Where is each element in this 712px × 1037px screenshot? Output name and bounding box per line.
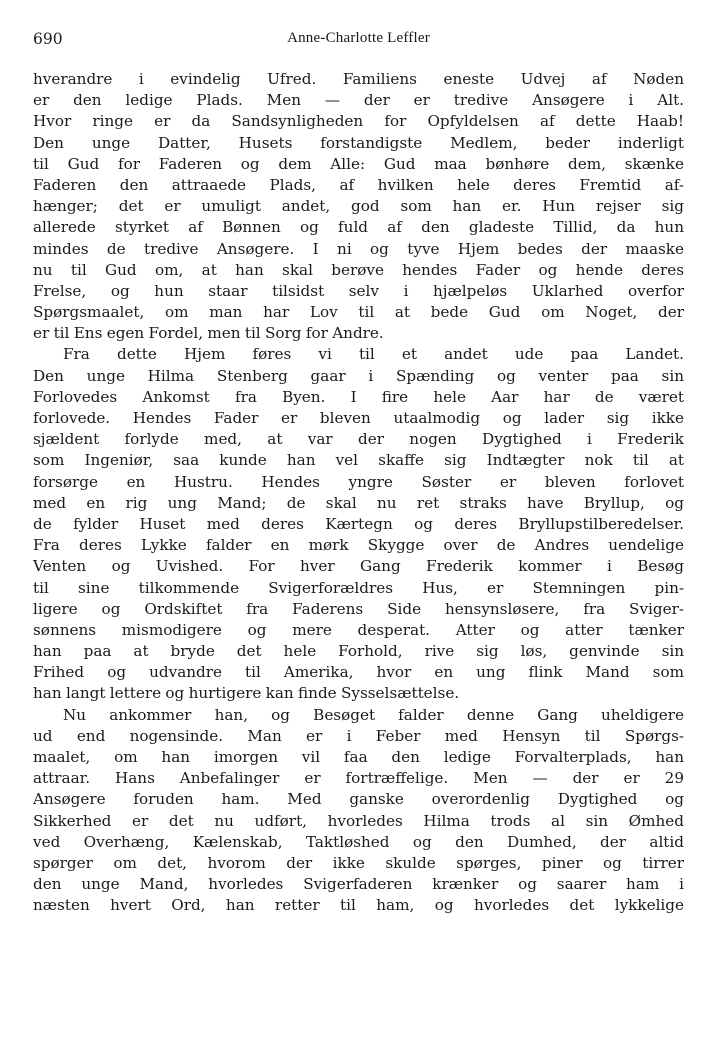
text-line: mindes de tredive Ansøgere. I ni og tyve Hjem bedes der maaske — [33, 239, 684, 258]
text-line: forlovede. Hendes Fader er bleven utaalmodig og lader sig ikke — [33, 409, 684, 427]
text-line: er til Ens egen Fordel, men til Sorg for Andre. — [33, 324, 384, 343]
body-text — [33, 69, 684, 917]
page-header — [33, 30, 684, 54]
text-line: ved Overhæng, Kælenskab, Taktløshed og den Dumhed, der altid — [33, 832, 684, 851]
text-line: til sine tilkommende Svigerforældres Hus, er Stemningen pin- — [33, 578, 684, 597]
text-line: sjældent forlyde med, at var der nogen Dygtighed i Frederik — [33, 430, 684, 449]
text-line: Spørgsmaalet, om man har Lov til at bede Gud om Noget, der — [33, 303, 684, 322]
text-line: ligere og Ordskiftet fra Faderens Side hensynsløsere, fra Sviger- — [33, 599, 684, 618]
text-line: Hvor ringe er da Sandsynligheden for Opfyldelsen af dette Haab! — [33, 112, 684, 131]
text-line: den unge Mand, hvorledes Svigerfaderen krænker og saarer ham i — [33, 875, 684, 894]
text-line: med en rig ung Mand; de skal nu ret straks have Bryllup, og — [33, 493, 684, 512]
text-line: nu til Gud om, at han skal berøve hendes Fader og hende deres — [33, 260, 684, 279]
text-line: hænger; det er umuligt andet, god som han er. Hun rejser sig — [33, 197, 684, 216]
text-line: Den unge Datter, Husets forstandigste Medlem, beder inderligt — [33, 133, 684, 152]
page-number: 690 — [33, 30, 63, 48]
text-line: de fylder Huset med deres Kærtegn og deres Bryllupstilberedelser. — [33, 514, 684, 533]
text-line: maalet, om han imorgen vil faa den ledige Forvalterplads, han — [33, 748, 684, 766]
text-line: er den ledige Plads. Men — der er tredive Ansøgere i Alt. — [33, 91, 684, 110]
text-line: som Ingeniør, saa kunde han vel skaffe sig Indtægter nok til at — [33, 451, 684, 470]
text-line: han paa at bryde det hele Forhold, rive sig løs, genvinde sin — [33, 642, 684, 661]
text-line: Fra dette Hjem føres vi til et andet ude paa Landet. — [63, 345, 684, 364]
text-line: Faderen den attraaede Plads, af hvilken hele deres Fremtid af- — [33, 175, 684, 194]
text-line: allerede styrket af Bønnen og fuld af den gladeste Tillid, da hun — [33, 218, 684, 237]
text-line: hverandre i evindelig Ufred. Familiens eneste Udvej af Nøden — [33, 70, 684, 88]
text-line: Nu ankommer han, og Besøget falder denne Gang uheldigere — [63, 705, 684, 724]
text-line: Sikkerhed er det nu udført, hvorledes Hilma trods al sin Ømhed — [33, 811, 684, 830]
text-line: Venten og Uvished. For hver Gang Frederik kommer i Besøg — [33, 557, 684, 576]
text-line: Frelse, og hun staar tilsidst selv i hjælpeløs Uklarhed overfor — [33, 281, 684, 300]
text-line: til Gud for Faderen og dem Alle: Gud maa bønhøre dem, skænke — [33, 154, 684, 173]
text-line: han langt lettere og hurtigere kan finde Sysselsættelse. — [33, 684, 460, 703]
text-line: spørger om det, hvorom der ikke skulde spørges, piner og tirrer — [33, 853, 684, 872]
text-line: Forlovedes Ankomst fra Byen. I fire hele Aar har de været — [33, 387, 684, 406]
text-line: forsørge en Hustru. Hendes yngre Søster er bleven forlovet — [33, 472, 684, 491]
running-head: Anne-Charlotte Leffler — [287, 30, 430, 46]
text-line: Den unge Hilma Stenberg gaar i Spænding og venter paa sin — [33, 366, 684, 385]
text-line: attraar. Hans Anbefalinger er fortræffelige. Men — der er 29 — [33, 769, 684, 788]
text-line: Ansøgere foruden ham. Med ganske overordenlig Dygtighed og — [33, 790, 684, 809]
text-line: Frihed og udvandre til Amerika, hvor en ung flink Mand som — [33, 663, 684, 682]
text-line: ud end nogensinde. Man er i Feber med Hensyn til Spørgs- — [33, 726, 684, 745]
text-line: Fra deres Lykke falder en mørk Skygge over de Andres uendelige — [33, 536, 684, 555]
text-line: sønnens mismodigere og mere desperat. Atter og atter tænker — [33, 620, 684, 639]
text-line: næsten hvert Ord, han retter til ham, og hvorledes det lykkelige — [33, 896, 684, 915]
